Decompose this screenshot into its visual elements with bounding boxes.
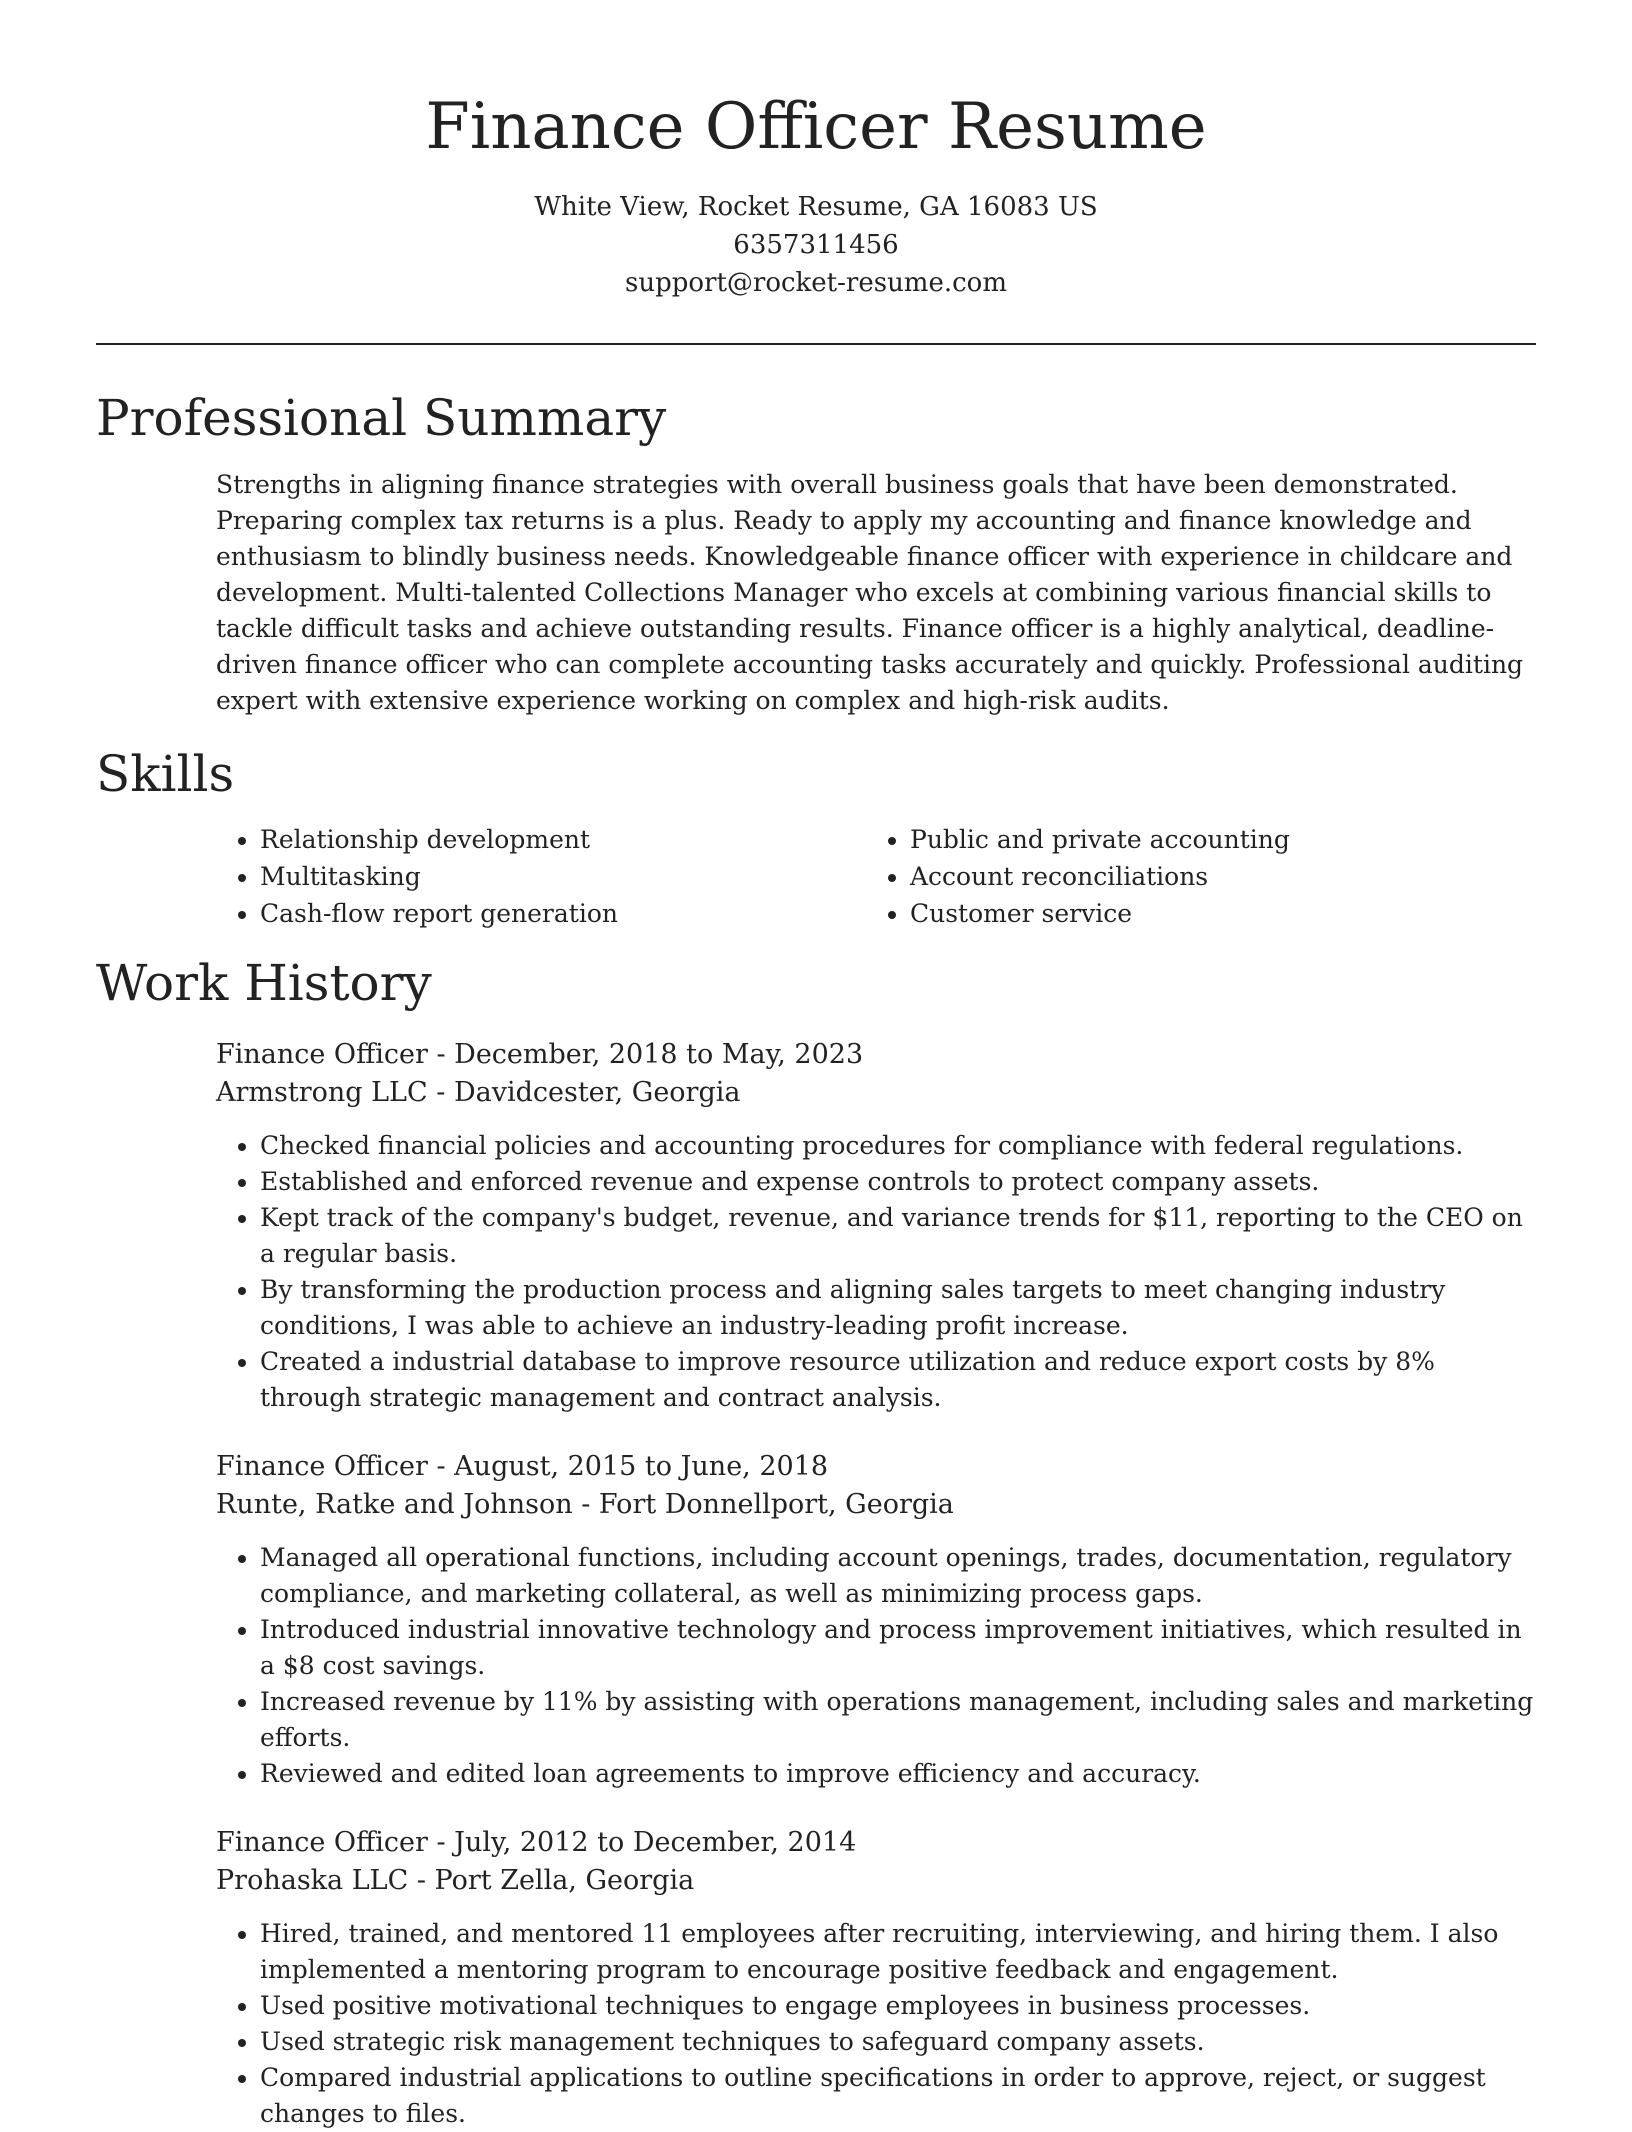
job-entry xyxy=(216,1824,1536,2132)
job-entry xyxy=(216,1036,1536,1416)
job-bullet: • Increased revenue by 11% by assisting with operations management, including sales and marketing efforts. xyxy=(260,1684,1536,1756)
job-dates: - August, 2015 to June, 2018 xyxy=(427,1451,829,1482)
job-bullet: • Reviewed and edited loan agreements to improve efficiency and accuracy. xyxy=(260,1756,1536,1792)
job-title-line xyxy=(216,1824,1536,1862)
job-bullets xyxy=(216,1128,1536,1416)
job-title-line xyxy=(216,1448,1536,1486)
skill-item: • Customer service xyxy=(910,895,1516,932)
job-header xyxy=(216,1824,1536,1900)
resume-header xyxy=(96,0,1536,302)
skill-item: • Multitasking xyxy=(260,858,866,895)
job-bullet: • Kept track of the company's budget, revenue, and variance trends for $11, reporting to the CEO on a regular basis. xyxy=(260,1200,1536,1272)
job-dates: - December, 2018 to May, 2023 xyxy=(427,1039,864,1070)
job-company: Prohaska LLC xyxy=(216,1865,409,1896)
summary-text: Strengths in aligning finance strategies with overall business goals that have been demonstrated. Preparing complex tax returns is a plus. Ready to apply my accounting and finance knowledge and enthusiasm to blindly business needs. Knowledgeable finance officer with experience in childcare and development. Multi-talented Collections Manager who excels at combining various financial skills to tackle difficult tasks and achieve outstanding results. Finance officer is a highly analytical, deadline-driven finance officer who can complete accounting tasks accurately and quickly. Professional auditing expert with extensive experience working on complex and high-risk audits. xyxy=(216,470,1524,715)
job-role: Finance Officer xyxy=(216,1039,428,1070)
contact-email: support@rocket-resume.com xyxy=(624,268,1007,298)
job-bullet: • Hired, trained, and mentored 11 employees after recruiting, interviewing, and hiring them. I also implemented a mentoring program to encourage positive feedback and engagement. xyxy=(260,1916,1536,1988)
job-bullet: • Introduced industrial innovative technology and process improvement initiatives, which resulted in a $8 cost savings. xyxy=(260,1612,1536,1684)
contact-info xyxy=(96,188,1536,302)
job-bullet: • Used strategic risk management techniques to safeguard company assets. xyxy=(260,2024,1536,2060)
job-company: Runte, Ratke and Johnson xyxy=(216,1489,573,1520)
job-company: Armstrong LLC xyxy=(216,1077,428,1108)
skills-grid xyxy=(216,821,1536,932)
skills-section xyxy=(96,743,1536,932)
job-company-line xyxy=(216,1486,1536,1524)
job-location: - Fort Donnellport, Georgia xyxy=(572,1489,954,1520)
job-company-line xyxy=(216,1862,1536,1900)
skill-item: • Relationship development xyxy=(260,821,866,858)
skills-heading: Skills xyxy=(96,745,235,803)
professional-summary-section xyxy=(96,387,1536,719)
job-location: - Port Zella, Georgia xyxy=(408,1865,695,1896)
contact-phone: 6357311456 xyxy=(733,230,899,260)
job-bullet: • Checked financial policies and accounting procedures for compliance with federal regulations. xyxy=(260,1128,1536,1164)
job-entry xyxy=(216,1448,1536,1792)
work-history-section xyxy=(96,952,1536,2132)
contact-address: White View, Rocket Resume, GA 16083 US xyxy=(534,192,1098,222)
skill-item: • Public and private accounting xyxy=(910,821,1516,858)
job-bullet: • By transforming the production process and aligning sales targets to meet changing industry conditions, I was able to achieve an industry-leading profit increase. xyxy=(260,1272,1536,1344)
resume-page xyxy=(96,0,1536,2132)
job-title-line xyxy=(216,1036,1536,1074)
skills-column-right xyxy=(866,821,1516,932)
job-bullet: • Created a industrial database to improve resource utilization and reduce export costs by 8% through strategic management and contract analysis. xyxy=(260,1344,1536,1416)
summary-heading: Professional Summary xyxy=(96,389,667,447)
skills-column-left xyxy=(216,821,866,932)
work-history-heading: Work History xyxy=(96,954,432,1012)
job-role: Finance Officer xyxy=(216,1827,428,1858)
job-role: Finance Officer xyxy=(216,1451,428,1482)
job-bullet: • Managed all operational functions, including account openings, trades, documentation, regulatory compliance, and marketing collateral, as well as minimizing process gaps. xyxy=(260,1540,1536,1612)
job-header xyxy=(216,1036,1536,1112)
job-bullets xyxy=(216,1916,1536,2132)
job-bullets xyxy=(216,1540,1536,1792)
resume-title: Finance Officer Resume xyxy=(425,90,1207,164)
header-divider xyxy=(96,343,1536,345)
job-header xyxy=(216,1448,1536,1524)
job-bullet: • Compared industrial applications to outline specifications in order to approve, reject, or suggest changes to files. xyxy=(260,2060,1536,2132)
skill-item: • Cash-flow report generation xyxy=(260,895,866,932)
job-bullet: • Established and enforced revenue and expense controls to protect company assets. xyxy=(260,1164,1536,1200)
job-location: - Davidcester, Georgia xyxy=(427,1077,741,1108)
job-bullet: • Used positive motivational techniques to engage employees in business processes. xyxy=(260,1988,1536,2024)
skill-item: • Account reconciliations xyxy=(910,858,1516,895)
job-company-line xyxy=(216,1074,1536,1112)
job-dates: - July, 2012 to December, 2014 xyxy=(427,1827,857,1858)
